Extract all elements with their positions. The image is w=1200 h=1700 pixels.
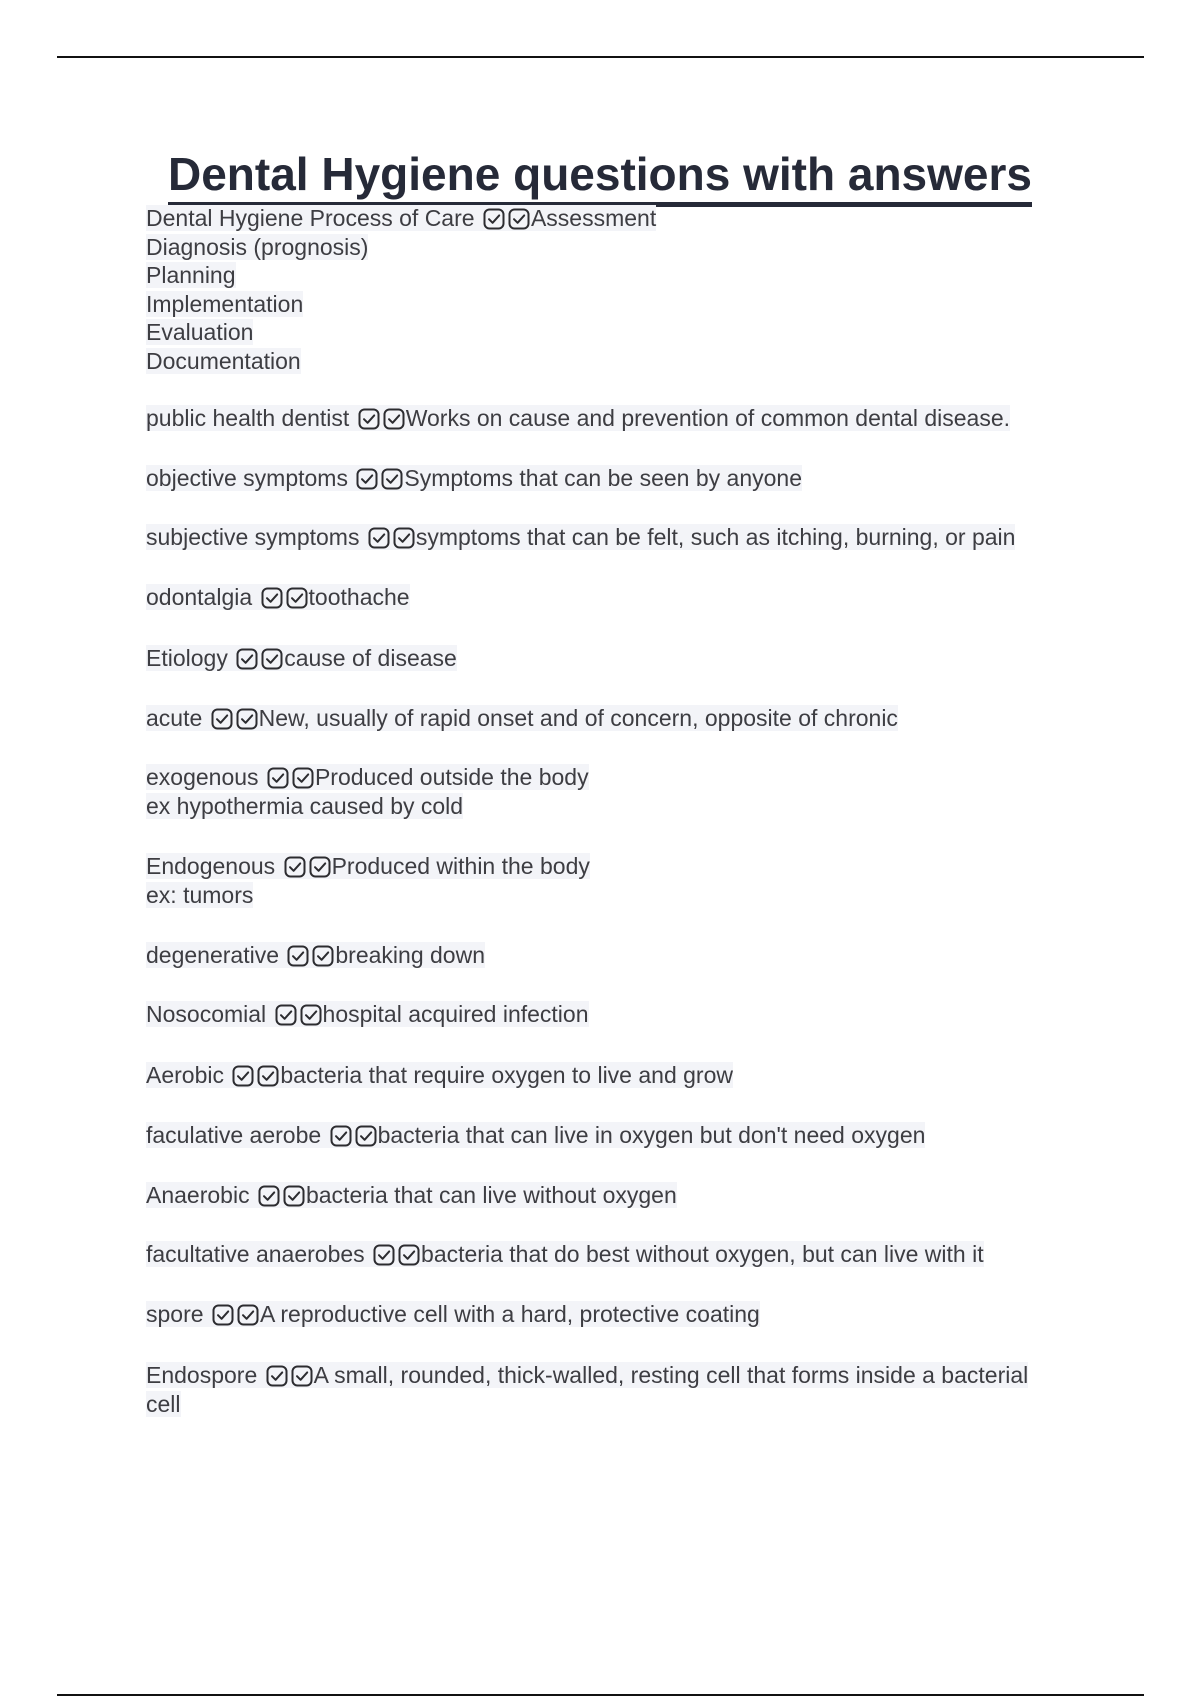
line-highlight bbox=[146, 405, 1010, 431]
definition-text: New, usually of rapid onset and of concern, opposite of chronic bbox=[258, 705, 898, 731]
term: degenerative bbox=[146, 942, 279, 968]
qa-entry-continuation-line bbox=[146, 347, 656, 376]
definition-text: ex: tumors bbox=[146, 881, 254, 908]
term: faculative aerobe bbox=[146, 1122, 322, 1148]
line-highlight bbox=[146, 291, 303, 317]
line-highlight bbox=[146, 205, 656, 231]
qa-entry-continuation-line bbox=[146, 233, 656, 262]
line-highlight bbox=[146, 1062, 733, 1088]
qa-entry bbox=[146, 1300, 760, 1329]
definition-text: Produced within the body bbox=[331, 853, 590, 879]
check-box-icon bbox=[287, 945, 309, 967]
check-box-icon bbox=[258, 1185, 280, 1207]
check-box-icon bbox=[508, 208, 530, 230]
term: Etiology bbox=[146, 645, 228, 671]
check-box-icon bbox=[383, 408, 405, 430]
check-box-icon bbox=[261, 587, 283, 609]
qa-entry bbox=[146, 763, 589, 820]
qa-entry-first-line bbox=[146, 941, 485, 970]
line-highlight bbox=[146, 348, 301, 374]
qa-entry-first-line bbox=[146, 704, 898, 733]
check-box-icon bbox=[211, 708, 233, 730]
qa-entry-first-line bbox=[146, 1181, 677, 1210]
qa-entry-continuation-line bbox=[146, 881, 590, 910]
line-highlight bbox=[146, 645, 457, 671]
definition-text: Implementation bbox=[146, 290, 304, 317]
check-box-icon bbox=[312, 945, 334, 967]
term: exogenous bbox=[146, 764, 259, 790]
qa-entry bbox=[146, 644, 457, 673]
check-box-icon bbox=[212, 1304, 234, 1326]
check-box-icon bbox=[257, 1065, 279, 1087]
line-highlight bbox=[146, 319, 253, 345]
page-title-text: Dental Hygiene questions with answers bbox=[168, 146, 1032, 207]
check-box-icon bbox=[284, 856, 306, 878]
line-highlight bbox=[146, 705, 898, 731]
definition-text: A small, rounded, thick-walled, resting cell that forms inside a bacterial bbox=[313, 1362, 1029, 1388]
line-highlight bbox=[146, 793, 463, 819]
line-highlight bbox=[146, 1001, 589, 1027]
qa-entry-first-line bbox=[146, 644, 457, 673]
line-highlight bbox=[146, 262, 236, 288]
term: public health dentist bbox=[146, 405, 350, 431]
line-highlight bbox=[146, 764, 589, 790]
definition-text: Diagnosis (prognosis) bbox=[146, 233, 369, 260]
definition-text: symptoms that can be felt, such as itching, burning, or pain bbox=[415, 524, 1016, 550]
check-box-icon bbox=[355, 1125, 377, 1147]
term: spore bbox=[146, 1301, 204, 1327]
qa-entry-first-line bbox=[146, 523, 1015, 552]
definition-text: bacteria that can live in oxygen but don't need oxygen bbox=[377, 1122, 926, 1148]
definition-text: Planning bbox=[146, 262, 236, 288]
term: Nosocomial bbox=[146, 1001, 267, 1027]
qa-entry-first-line bbox=[146, 1121, 925, 1150]
definition-text: toothache bbox=[308, 584, 410, 610]
qa-entry bbox=[146, 941, 485, 970]
definition-text: Symptoms that can be seen by anyone bbox=[404, 465, 802, 491]
check-box-icon bbox=[398, 1244, 420, 1266]
check-box-icon bbox=[330, 1125, 352, 1147]
qa-entry-continuation-line bbox=[146, 792, 589, 821]
qa-entry bbox=[146, 1181, 677, 1210]
bottom-rule bbox=[57, 1694, 1144, 1696]
term: facultative anaerobes bbox=[146, 1241, 365, 1267]
definition-text: bacteria that require oxygen to live and grow bbox=[280, 1062, 733, 1088]
qa-entry-first-line bbox=[146, 464, 802, 493]
qa-entry-first-line bbox=[146, 1240, 984, 1269]
term: Anaerobic bbox=[146, 1182, 250, 1208]
line-highlight bbox=[146, 465, 802, 491]
qa-entry bbox=[146, 583, 410, 612]
check-box-icon bbox=[275, 1004, 297, 1026]
definition-text: cause of disease bbox=[284, 645, 457, 671]
check-box-icon bbox=[373, 1244, 395, 1266]
line-highlight bbox=[146, 234, 368, 260]
check-box-icon bbox=[266, 1365, 288, 1387]
check-box-icon bbox=[483, 208, 505, 230]
page-title bbox=[0, 146, 1200, 207]
line-highlight bbox=[146, 942, 485, 968]
term: subjective symptoms bbox=[146, 524, 360, 550]
definition-text: Works on cause and prevention of common dental disease. bbox=[405, 405, 1011, 431]
check-box-icon bbox=[381, 468, 403, 490]
definition-text: Assessment bbox=[530, 205, 657, 231]
qa-entry-first-line bbox=[146, 1000, 589, 1029]
line-highlight bbox=[146, 882, 253, 908]
term: odontalgia bbox=[146, 584, 253, 610]
check-box-icon bbox=[356, 468, 378, 490]
line-highlight bbox=[146, 1182, 677, 1208]
qa-entry bbox=[146, 1361, 1028, 1418]
qa-entry-first-line bbox=[146, 1061, 733, 1090]
line-highlight bbox=[146, 853, 590, 879]
line-highlight bbox=[146, 1362, 1028, 1388]
qa-entry bbox=[146, 523, 1015, 552]
term: acute bbox=[146, 705, 203, 731]
term: Endogenous bbox=[146, 853, 276, 879]
check-box-icon bbox=[292, 767, 314, 789]
check-box-icon bbox=[286, 587, 308, 609]
qa-entry bbox=[146, 404, 1010, 433]
qa-entry-first-line bbox=[146, 1361, 1028, 1390]
check-box-icon bbox=[300, 1004, 322, 1026]
qa-entry bbox=[146, 204, 656, 375]
definition-text: bacteria that can live without oxygen bbox=[305, 1182, 677, 1208]
definition-text: Produced outside the body bbox=[314, 764, 589, 790]
qa-entry-first-line bbox=[146, 204, 656, 233]
line-highlight bbox=[146, 1122, 925, 1148]
qa-entry bbox=[146, 1061, 733, 1090]
check-box-icon bbox=[232, 1065, 254, 1087]
definition-text: Documentation bbox=[146, 347, 301, 374]
qa-entry-first-line bbox=[146, 583, 410, 612]
qa-entry bbox=[146, 1121, 925, 1150]
check-box-icon bbox=[283, 1185, 305, 1207]
check-box-icon bbox=[261, 648, 283, 670]
definition-text: breaking down bbox=[335, 942, 485, 968]
line-highlight bbox=[146, 1241, 984, 1267]
qa-entry-continuation-line bbox=[146, 290, 656, 319]
definition-text: A reproductive cell with a hard, protective coating bbox=[259, 1301, 760, 1327]
qa-entry bbox=[146, 464, 802, 493]
definition-text: hospital acquired infection bbox=[322, 1001, 589, 1027]
definition-text: cell bbox=[146, 1390, 181, 1417]
top-rule bbox=[57, 56, 1144, 58]
check-box-icon bbox=[393, 527, 415, 549]
line-highlight bbox=[146, 1391, 181, 1417]
check-box-icon bbox=[309, 856, 331, 878]
qa-entry-first-line bbox=[146, 404, 1010, 433]
qa-entry bbox=[146, 1240, 984, 1269]
definition-text: ex hypothermia caused by cold bbox=[146, 792, 464, 819]
check-box-icon bbox=[236, 648, 258, 670]
line-highlight bbox=[146, 584, 410, 610]
qa-entry bbox=[146, 1000, 589, 1029]
qa-entry-first-line bbox=[146, 763, 589, 792]
qa-entry-continuation-line bbox=[146, 261, 656, 290]
check-box-icon bbox=[358, 408, 380, 430]
qa-entry-continuation-line bbox=[146, 1390, 1028, 1419]
check-box-icon bbox=[267, 767, 289, 789]
check-box-icon bbox=[236, 708, 258, 730]
check-box-icon bbox=[237, 1304, 259, 1326]
qa-entry-first-line bbox=[146, 852, 590, 881]
check-box-icon bbox=[368, 527, 390, 549]
line-highlight bbox=[146, 1301, 760, 1327]
qa-entry bbox=[146, 704, 898, 733]
term: Endospore bbox=[146, 1362, 258, 1388]
check-box-icon bbox=[291, 1365, 313, 1387]
definition-text: Evaluation bbox=[146, 319, 254, 345]
term: objective symptoms bbox=[146, 465, 348, 491]
term: Aerobic bbox=[146, 1062, 224, 1088]
qa-entry-first-line bbox=[146, 1300, 760, 1329]
qa-entry bbox=[146, 852, 590, 909]
line-highlight bbox=[146, 524, 1015, 550]
term: Dental Hygiene Process of Care bbox=[146, 205, 475, 231]
definition-text: bacteria that do best without oxygen, but can live with it bbox=[421, 1241, 984, 1267]
qa-entry-continuation-line bbox=[146, 318, 656, 347]
